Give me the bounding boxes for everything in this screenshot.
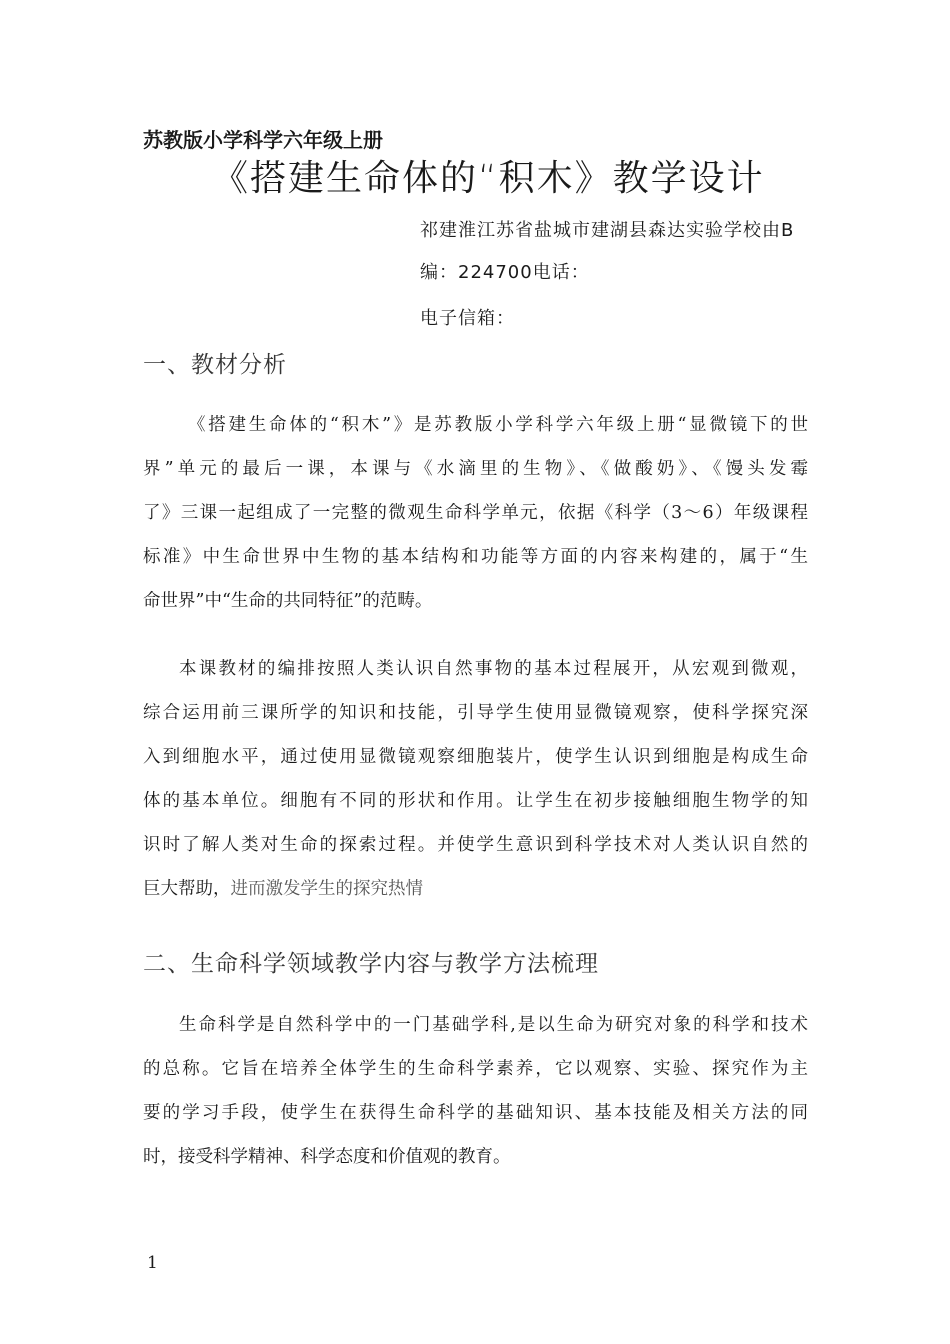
paragraph-line: 命世界”中“生命的共同特征”的范畴。 <box>143 591 433 611</box>
document-title: 《搭建生命体的“积木》教学设计 <box>212 158 765 199</box>
paragraph-line: 生命科学是自然科学中的一门基础学科,是以生命为研究对象的科学和技术 <box>179 1015 808 1035</box>
paragraph-fragment: 巨大帮助， <box>143 879 231 899</box>
paragraph-line: 本课教材的编排按照人类认识自然事物的基本过程展开，从宏观到微观， <box>179 659 808 679</box>
paragraph <box>143 1003 808 1179</box>
paragraph-line: 体的基本单位。细胞有不同的形状和作用。让学生在初步接触细胞生物学的知 <box>143 791 808 811</box>
paragraph-line: 要的学习手段，使学生在获得生命科学的基础知识、基本技能及相关方法的同 <box>143 1103 808 1123</box>
page-number: 1 <box>147 1253 158 1273</box>
email-line: 电子信箱： <box>420 308 515 329</box>
paragraph-line: 综合运用前三课所学的知识和技能，引导学生使用显微镜观察，使科学探究深 <box>143 703 808 723</box>
paragraph <box>143 403 808 623</box>
paragraph-line: 时，接受科学精神、科学态度和价值观的教育。 <box>143 1147 511 1167</box>
paragraph <box>143 647 808 911</box>
paragraph-line: 了》三课一起组成了一完整的微观生命科学单元，依据《科学（3〜6）年级课程 <box>143 503 808 523</box>
paragraph-line: 界”单元的最后一课，本课与《水滴里的生物》、《做酸奶》、《馒头发霉 <box>143 459 808 479</box>
paragraph-fragment-muted: 进而激发学生的探究热情 <box>230 879 423 899</box>
paragraph-line: 的总称。它旨在培养全体学生的生命科学素养，它以观察、实验、探究作为主 <box>143 1059 808 1079</box>
paragraph-line: 《搭建生命体的“积木”》是苏教版小学科学六年级上册“显微镜下的世 <box>188 415 808 435</box>
paragraph-line <box>143 867 808 911</box>
paragraph-line: 识时了解人类对生命的探索过程。并使学生意识到科学技术对人类认识自然的 <box>143 835 808 855</box>
postcode-phone-line: 编：224700电话： <box>420 262 590 283</box>
section-heading: 一、教材分析 <box>143 352 287 378</box>
author-line: 祁建淮江苏省盐城市建湖县森达实验学校由B <box>420 220 795 241</box>
series-label: 苏教版小学科学六年级上册 <box>143 128 383 152</box>
paragraph-line: 标准》中生命世界中生物的基本结构和功能等方面的内容来构建的，属于“生 <box>143 547 808 567</box>
paragraph-line: 入到细胞水平，通过使用显微镜观察细胞装片，使学生认识到细胞是构成生命 <box>143 747 808 767</box>
section-heading: 二、生命科学领域教学内容与教学方法梳理 <box>143 951 599 977</box>
